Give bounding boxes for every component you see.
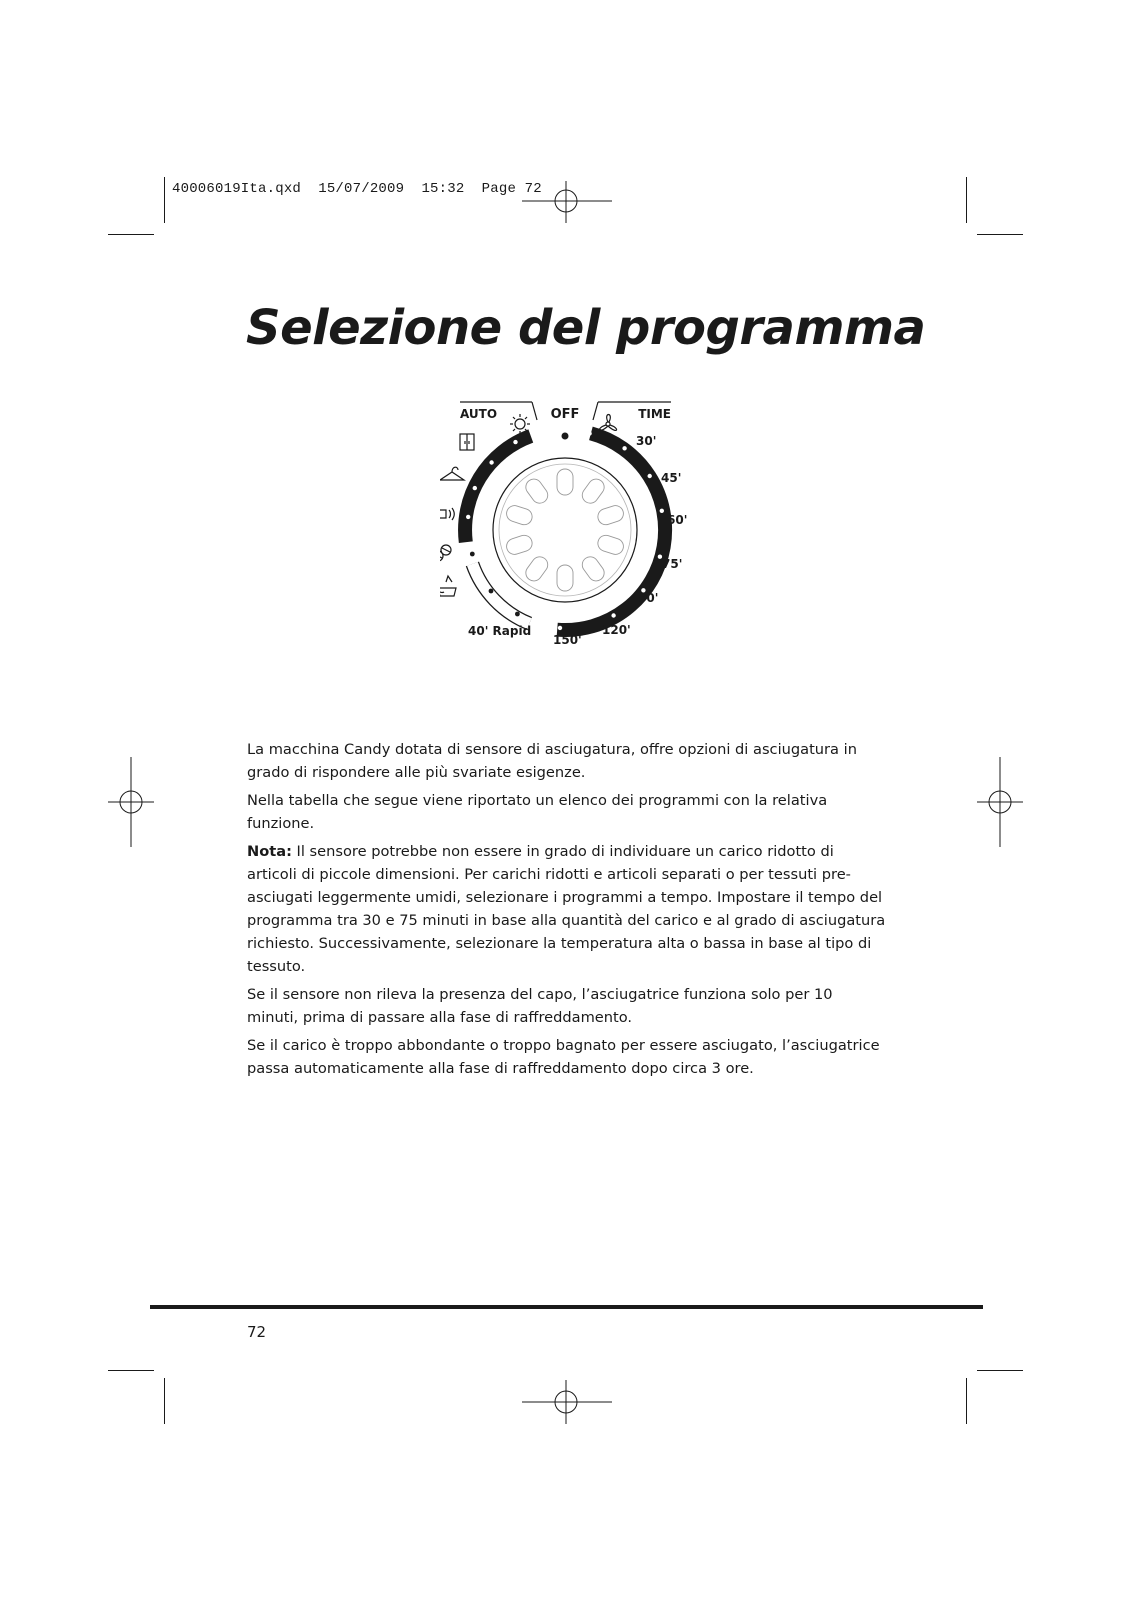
note-text: Il sensore potrebbe non essere in grado di individuare un carico ridotto di articoli di piccole dimensioni. Per carichi ridotti e articoli separati o per tessuti pre-asciugati leggermente umidi, selezionare i programmi a tempo. Impostare il tempo del programma tra 30 e 75 minuti in base alla quantità del carico e al grado di asciugatura richiesto. Successivamente, selezionare la temperatura alta o bassa in base al tipo di tessuto. xyxy=(247,843,886,975)
arc-dot xyxy=(466,515,470,519)
body-text xyxy=(247,738,887,1085)
paragraph: Se il sensore non rileva la presenza del capo, l’asciugatrice funziona solo per 10 minuti, prima di passare alla fase di raffreddamento. xyxy=(247,986,833,1026)
arc-dot xyxy=(558,626,562,630)
delicate-wash-icon xyxy=(440,576,456,596)
time-mark-60: 60' xyxy=(667,513,688,527)
paragraph: Nella tabella che segue viene riportato un elenco dei programmi con la relativa funzione. xyxy=(247,792,828,832)
off-label: OFF xyxy=(550,407,580,422)
time-mark-90: 90' xyxy=(638,591,659,605)
hanger-icon xyxy=(440,467,464,480)
note-paragraph xyxy=(247,840,887,978)
time-mark-45: 45' xyxy=(661,471,682,485)
arc-dot xyxy=(513,440,517,444)
paragraph: La macchina Candy dotata di sensore di asciugatura, offre opzioni di asciugatura in grado di rispondere alle più svariate esigenze. xyxy=(247,741,857,781)
arc-dot xyxy=(611,613,615,617)
rapid-dot xyxy=(489,589,494,594)
auto-label: AUTO xyxy=(460,407,498,421)
program-dial xyxy=(440,392,700,652)
wardrobe-icon xyxy=(460,434,474,450)
fan-icon xyxy=(599,415,616,431)
footer-rule xyxy=(150,1305,983,1309)
yarn-icon xyxy=(440,545,451,561)
time-mark-150: 150' xyxy=(553,633,582,647)
time-mark-75: 75' xyxy=(662,557,683,571)
registration-mark-left xyxy=(108,757,154,847)
arc-dot xyxy=(489,460,493,464)
registration-mark-right xyxy=(977,757,1023,847)
page-title: Selezione del programma xyxy=(246,300,926,356)
sun-icon xyxy=(510,414,530,434)
arc-dot xyxy=(660,509,664,513)
time-mark-120: 120' xyxy=(602,623,631,637)
note-label: Nota: xyxy=(247,843,292,860)
arc-dot xyxy=(587,431,591,435)
off-dot xyxy=(562,433,569,440)
page-number: 72 xyxy=(247,1323,267,1341)
arc-dot xyxy=(473,486,477,490)
time-mark-30: 30' xyxy=(636,434,657,448)
rapid-dot xyxy=(515,612,520,617)
file-slug: 40006019Ita.qxd 15/07/2009 15:32 Page 72 xyxy=(172,181,542,197)
paragraph: Se il carico è troppo abbondante o troppo bagnato per essere asciugato, l’asciugatrice passa automaticamente alla fase di raffreddamento dopo circa 3 ore. xyxy=(247,1037,880,1077)
arc-dot xyxy=(622,446,626,450)
time-label: TIME xyxy=(638,407,671,421)
iron-icon xyxy=(440,508,454,520)
rapid-dot xyxy=(470,552,475,557)
arc-dot xyxy=(648,474,652,478)
rapid-label: 40' Rapid xyxy=(468,624,532,638)
registration-mark-bottom xyxy=(522,1380,612,1424)
